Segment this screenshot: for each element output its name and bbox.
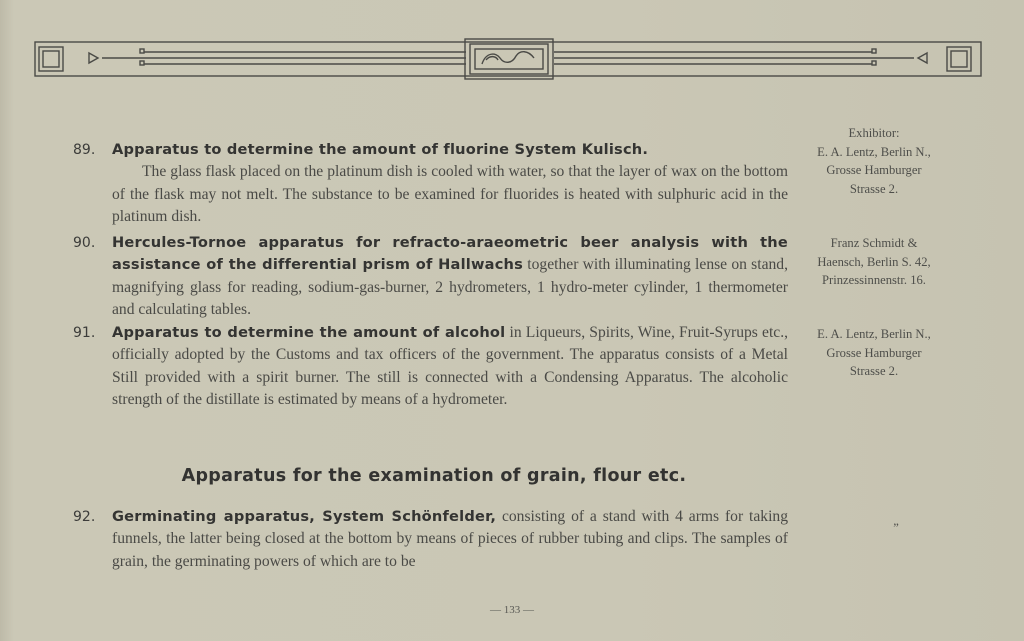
exhibitor-line: Haensch, Berlin S. 42, — [817, 254, 931, 269]
entry-number: 91. — [73, 325, 96, 341]
exhibitor-line: Franz Schmidt & — [830, 236, 918, 250]
entry-text: together with illuminating lense on stand, magnifying glass for reading, sodium-gas-burner, 2 hydrometers, 1 hydro-meter cylinder, 1 thermometer and calculating tables. — [112, 256, 788, 319]
entry-number: 90. — [73, 235, 96, 251]
entry-text: The glass flask placed on the platinum dish is cooled with water, so that the layer of wax on the bottom of the flask may not melt. The substance to be examined for fluorides is heated with sulphuric acid in the platinum dish. — [112, 163, 788, 226]
exhibitor-line: Strasse 2. — [849, 364, 899, 379]
exhibitor-line: E. A. Lentz, Berlin N., — [817, 144, 931, 159]
exhibitor-90 — [798, 234, 950, 290]
entry-91 — [73, 322, 788, 412]
section-heading: Apparatus for the examination of grain, flour etc. — [181, 466, 687, 486]
entry-89 — [73, 139, 788, 229]
exhibitor-91 — [798, 325, 950, 381]
page-number: — 133 — — [490, 604, 534, 616]
exhibitor-line: Grosse Hamburger — [826, 345, 922, 360]
ditto-mark: „ — [893, 514, 899, 528]
exhibitor-92 — [798, 512, 950, 531]
exhibitor-label: Exhibitor: — [848, 126, 900, 140]
entry-text: in Liqueurs, Spirits, Wine, Fruit-Syrups etc., officially adopted by the Customs and tax officers of the government. The apparatus consists of a Metal Still provided with a spirit burner. The still is connected with a Condensing Apparatus. The alcoholic strength of the distillate is estimated by means of a hydrometer. — [112, 324, 788, 409]
entry-title: Hercules-Tornoe apparatus for refracto-araeometric beer analysis with the assistance of the differential prism of Hallwachs — [112, 234, 788, 274]
entry-number: 92. — [73, 509, 96, 525]
entry-title: Germinating apparatus, System Schönfelder, — [112, 508, 497, 525]
exhibitor-line: Grosse Hamburger — [826, 163, 922, 178]
entry-title: Apparatus to determine the amount of alcohol — [112, 324, 506, 341]
entry-title: Apparatus to determine the amount of fluorine System Kulisch. — [112, 141, 649, 158]
header-ornament — [34, 38, 982, 82]
exhibitor-line: Strasse 2. — [849, 181, 899, 196]
entry-text: consisting of a stand with 4 arms for taking funnels, the latter being closed at the bottom by means of pieces of rubber tubing and clips. The samples of grain, the germinating powers of which are to be — [112, 508, 788, 570]
entry-92 — [73, 506, 788, 573]
entry-90 — [73, 232, 788, 322]
entry-number: 89. — [73, 142, 96, 158]
exhibitor-line: E. A. Lentz, Berlin N., — [817, 327, 931, 341]
exhibitor-89 — [798, 124, 950, 198]
exhibitor-line: Prinzessinnenstr. 16. — [822, 273, 926, 288]
